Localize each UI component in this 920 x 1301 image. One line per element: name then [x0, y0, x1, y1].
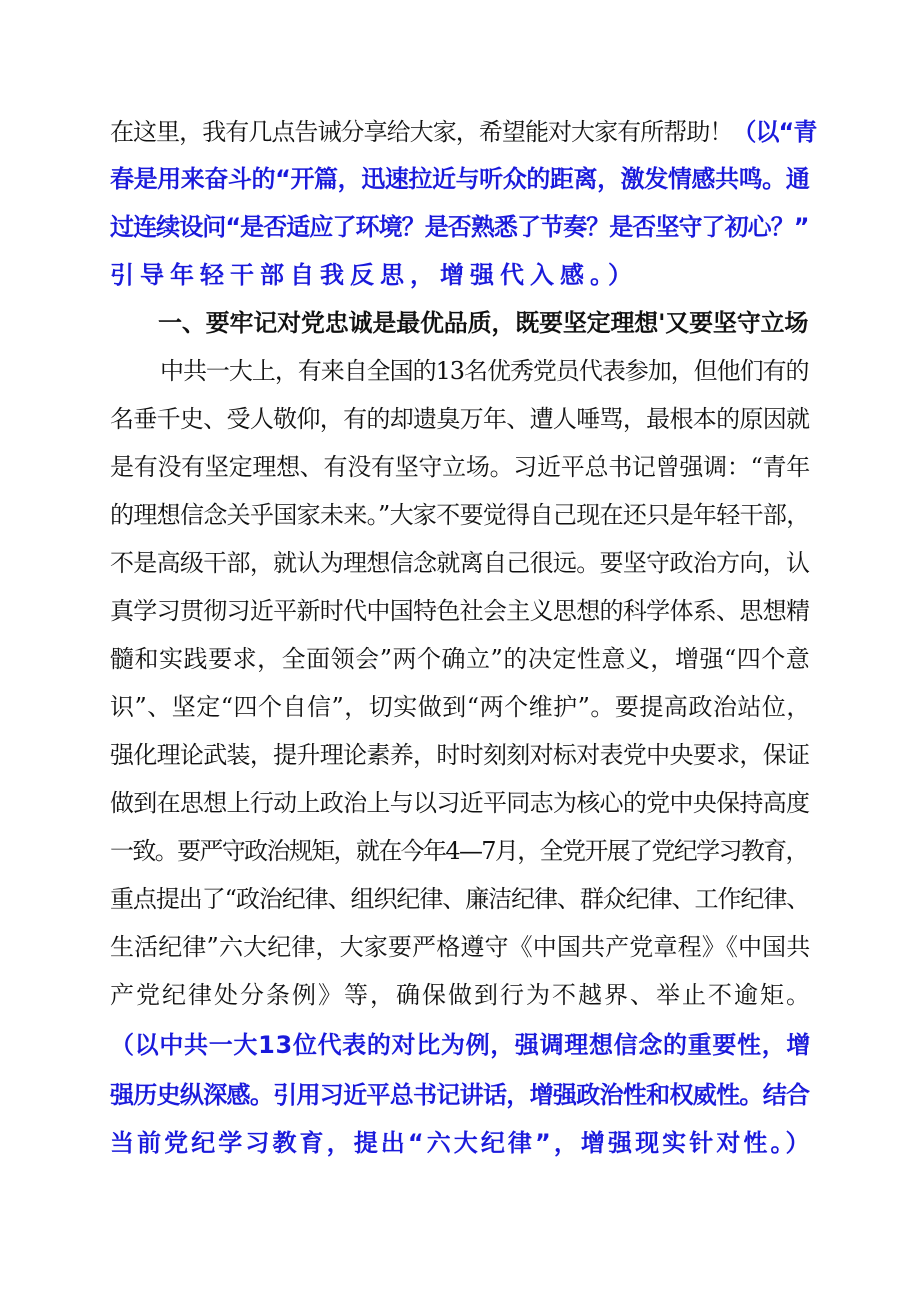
body-line: 做到在思想上行动上政治上与以习近平同志为核心的党中央保持高度 — [110, 789, 810, 817]
intro-line — [110, 117, 816, 147]
body-line: 真学习贯彻习近平新时代中国特色社会主义思想的科学体系、思想精 — [110, 597, 810, 625]
body-line: 产党纪律处分条例》等，确保做到行为不越界、举止不逾矩。 — [110, 981, 812, 1009]
body-line: 不是高级干部，就认为理想信念就离自己很远。要坚守政治方向，认 — [110, 549, 810, 577]
intro-note-start: （以“青 — [732, 118, 817, 146]
closing-note-line: 当前党纪学习教育，提出“六大纪律”，增强现实针对性。） — [110, 1129, 813, 1157]
body-line: 一致。要严守政治规矩，就在今年4—7月，全党开展了党纪学习教育， — [110, 837, 808, 865]
body-line: 是有没有坚定理想、有没有坚守立场。习近平总书记曾强调：“青年 — [110, 453, 810, 481]
intro-note-line: 过连续设问“是否适应了环境？是否熟悉了节奏？是否坚守了初心？” — [110, 213, 809, 241]
closing-note-line: （以中共一大13位代表的对比为例，强调理想信念的重要性，增 — [110, 1031, 812, 1059]
section-heading: 一、要牢记对党忠诚是最优品质，既要坚定理想'又要坚守立场 — [158, 309, 809, 337]
body-line: 识”、坚定“四个自信”，切实做到“两个维护”。要提高政治站位， — [110, 693, 811, 721]
body-line: 强化理论武装，提升理论素养，时时刻刻对标对表党中央要求，保证 — [110, 741, 810, 769]
body-line: 的理想信念关乎国家未来。”大家不要觉得自己现在还只是年轻干部， — [110, 501, 810, 529]
body-line: 髓和实践要求，全面领会”两个确立”的决定性意义，增强“四个意 — [110, 645, 811, 673]
body-line: 名垂千史、受人敬仰，有的却遗臭万年、遭人唾骂，最根本的原因就 — [110, 405, 810, 433]
intro-note-line: 引导年轻干部自我反思，增强代入感。） — [110, 261, 638, 289]
body-line: 重点提出了“政治纪律、组织纪律、廉洁纪律、群众纪律、工作纪律、 — [110, 885, 810, 913]
intro-note-line: 春是用来奋斗的“开篇，迅速拉近与听众的距离，激发情感共鸣。通 — [110, 165, 810, 193]
intro-text: 在这里，我有几点告诫分享给大家，希望能对大家有所帮助！ — [110, 118, 733, 146]
closing-note-line: 强历史纵深感。引用习近平总书记讲话，增强政治性和权威性。结合 — [110, 1081, 810, 1109]
body-line: 生活纪律”六大纪律，大家要严格遵守《中国共产党章程》《中国共 — [110, 933, 811, 961]
body-line: 中共一大上，有来自全国的13名优秀党员代表参加，但他们有的 — [160, 357, 809, 385]
